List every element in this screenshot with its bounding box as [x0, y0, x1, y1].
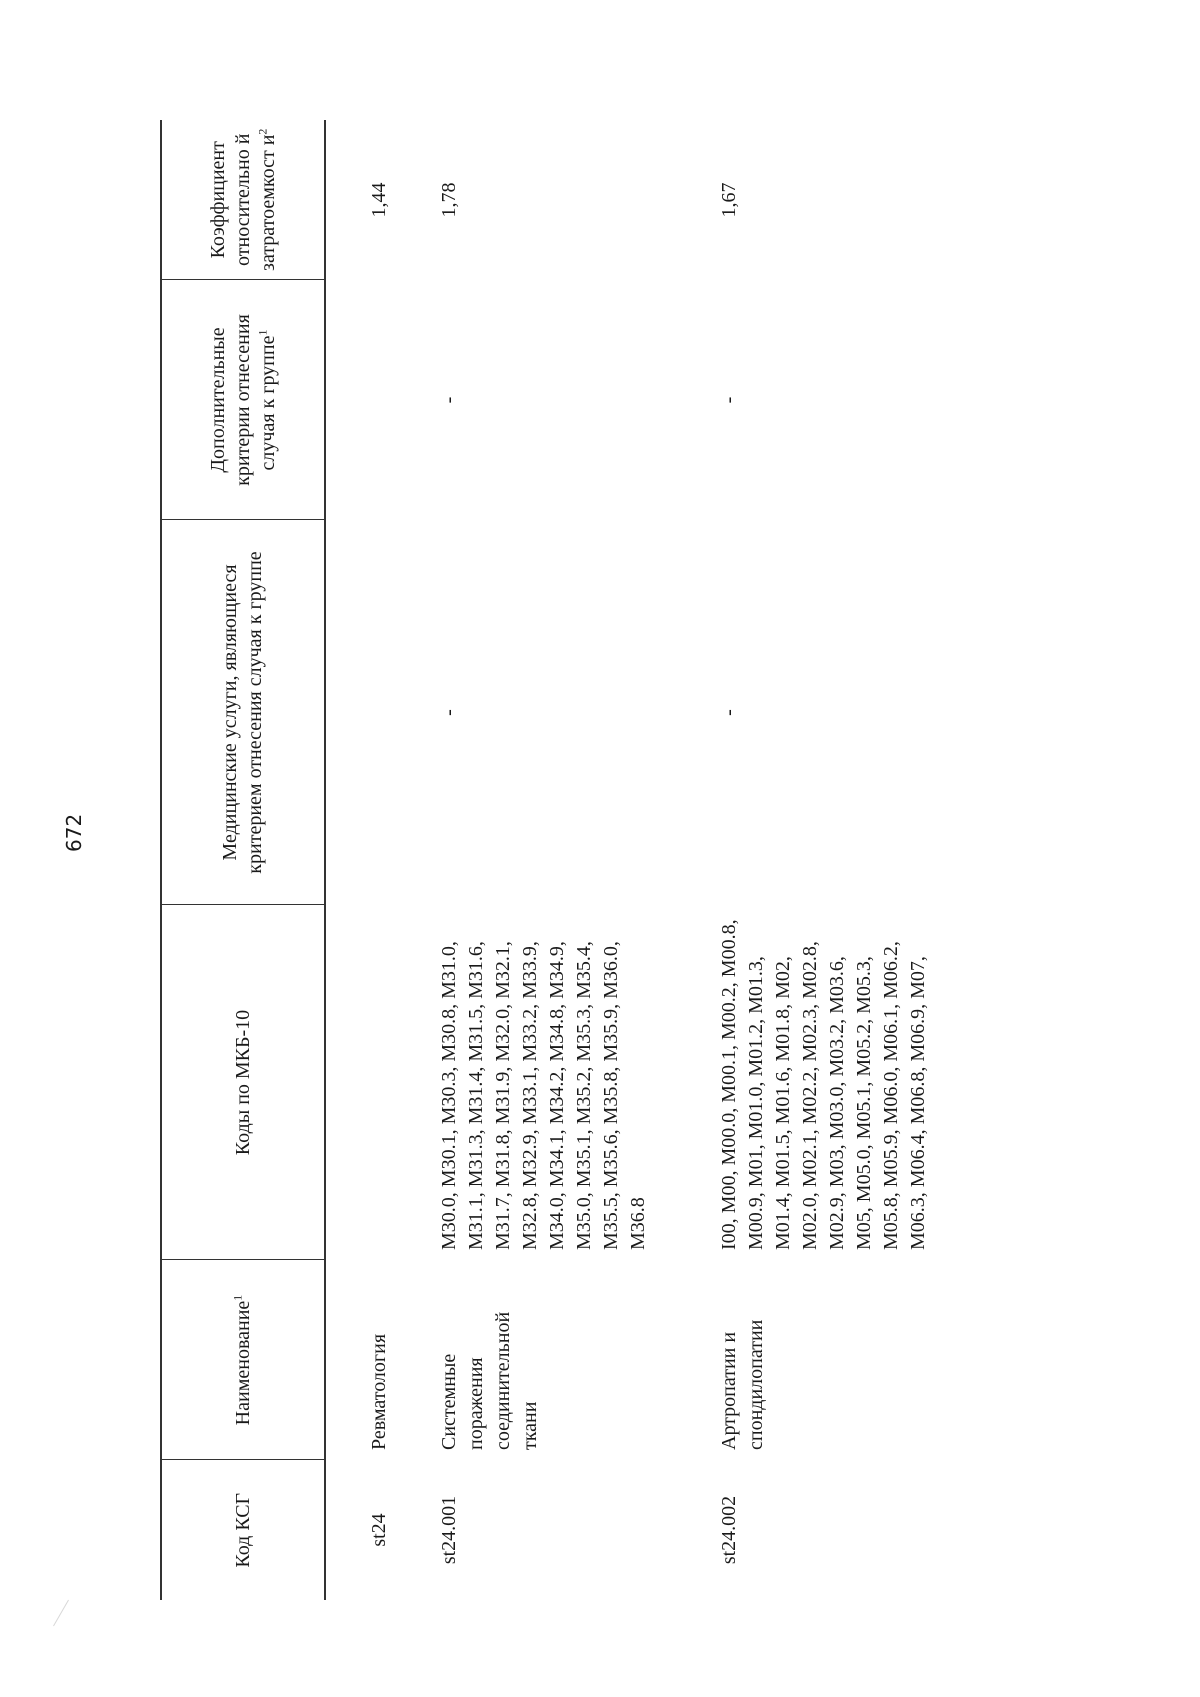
cell-icd: M30.0, M30.1, M30.3, M30.8, M31.0, M31.1, M31.3, M31.4, M31.5, M31.6, M31.7, M31.8, M31.9, M32.0, M32.1, M32.8, M32.9, M33.1, M33.2, M33.9, M34.0, M34.1, M34.2, M34.8, M34.9, M35.0, M35.1, M35.2, M35.3, M35.4, M35.5, M35.6, M35.8, M35.9, M36.0, M36.8: [438, 941, 649, 1250]
table-row: [366, 120, 436, 1600]
cell-coef: 1,78: [438, 182, 460, 218]
cell-services: -: [718, 709, 740, 716]
cell-services: [366, 520, 436, 905]
table-row: [716, 120, 932, 1600]
header-services: Медицинские услуги, являющиеся критерием отнесения случая к группе: [161, 520, 325, 905]
cell-icd: I00, M00, M00.0, M00.1, M00.2, M00.8, M00.9, M01, M01.0, M01.2, M01.3, M01.4, M01.5, M01.6, M01.8, M02, M02.0, M02.1, M02.2, M02.3, M02.8, M02.9, M03, M03.0, M03.2, M03.6, M05, M05.0, M05.1, M05.2, M05.3, M05.8, M05.9, M06.0, M06.1, M06.2, M06.3, M06.4, M06.8, M06.9, M07,: [718, 919, 929, 1250]
scan-mark-icon: [46, 1594, 77, 1631]
page-number: 672: [62, 813, 86, 852]
ksg-table: [160, 120, 932, 1600]
cell-criteria: [366, 280, 436, 520]
cell-criteria: -: [438, 396, 460, 404]
cell-code: st24.002: [718, 1495, 740, 1565]
cell-name: Артропатии и спондилопатии: [718, 1319, 767, 1450]
cell-coef: 1,44: [368, 182, 390, 218]
rotated-table-container: [160, 120, 1160, 1600]
cell-coef: 1,67: [718, 182, 740, 218]
cell-code: st24: [368, 1513, 390, 1547]
header-name: Наименование$^1$: [161, 1260, 325, 1460]
cell-name: Ревматология: [368, 1333, 390, 1450]
header-icd: Коды по МКБ-10: [161, 905, 325, 1260]
header-coef: Коэффициент относительно й затратоемкост $и^2$: [161, 120, 325, 280]
cell-services: -: [438, 709, 460, 716]
cell-code: st24.001: [438, 1495, 460, 1565]
header-code: Код КСГ: [161, 1460, 325, 1600]
cell-name: Системные поражения соединительной ткани: [438, 1311, 541, 1450]
table-header-row: [161, 120, 325, 1600]
table-row: [436, 120, 716, 1600]
cell-icd: [366, 905, 436, 1260]
header-criteria: Дополнительные критерии отнесения случая к группе$^1$: [161, 280, 325, 520]
cell-criteria: -: [718, 396, 740, 404]
